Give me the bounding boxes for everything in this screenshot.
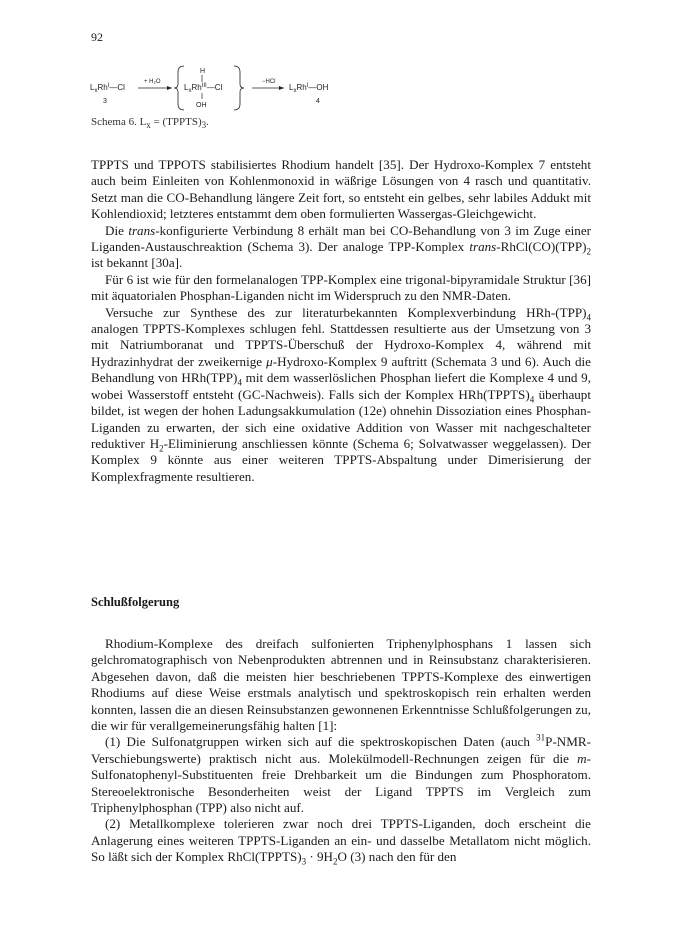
scheme-arrow1-label: + H₂O	[144, 79, 161, 85]
paragraph-1: TPPTS und TPPOTS stabilisiertes Rhodium handelt [35]. Der Hydroxo-Komplex 7 entsteht auch beim Einleiten von Kohlenmonoxid in wäßrige Lösungen von 4 rasch und quantitativ. Setzt man die CO-Behandlung längere Zeit fort, so entsteht ein gelbes, sehr labiles Addukt mit Kohlendioxid; letzteres entstammt dem oben formulierten Wassergas-Gleichgewicht.	[91, 157, 591, 222]
scheme-mid-top: H	[200, 68, 206, 75]
paragraph-4: Versuche zur Synthese des zur literaturbekannten Komplexverbindung HRh-$(TPP)_4$ analogen TPPTS-Komplexes schlugen fehl. Stattdessen resultierte aus der Umsetzung von 3 mit Natriumboranat und TPPTS-Überschuß der Hydroxo-Komplex 4, während mit Hydrazinhydrat der zweikernige μ-Hydroxo-Komplex 9 auftritt (Schemata 3 und 6). Auch die Behandlung von $HRh(TPP)_4$ mit dem wasserlöslichen Phosphan liefert die Komplexe 4 und 9, wobei Wasserstoff entsteht (GC-Nachweis). Falls sich der Komplex $HRh(TPPTS)_4$ überhaupt bildet, ist wegen der hohen Ladungsakkumulation (12e) ohnehin Dissoziation eines Phosphan-Liganden zu erwarten, der sich eine oxidative Addition von Wasser mit nachgeschalteter reduktiver $H_2$-Eliminierung anschliessen könnte (Schema 6; Solvatwasser weggelassen). Der Komplex 9 könnte aus einer weiteren TPPTS-Abspaltung under Dimerisierung der Komplexfragmente resultieren.	[91, 304, 592, 484]
scheme-right-id: 4	[316, 98, 320, 105]
scheme-arrow1-head	[167, 86, 172, 90]
scheme-left-compound: $L_xRh^I—Cl$	[90, 83, 125, 94]
page-number: 92	[91, 30, 103, 44]
paragraph-2: Die trans-konfigurierte Verbindung 8 erhält man bei CO-Behandlung von 3 im Zuge einer Liganden-Austauschreaktion (Schema 3). Der analoge TPP-Komplex trans-$RhCl(CO)(TPP)_2$ ist bekannt [30a].	[91, 222, 591, 271]
paragraph-7: (2) Metallkomplexe tolerieren zwar noch drei TPPTS-Liganden, doch erscheint die Anlagerung eines weiteren TPPTS-Liganden an ein- und dasselbe Metallatom nicht möglich. So läßt sich der Komplex $RhCl(TPPTS)_3 \cdot 9H_2O$ (3) nach den für den	[91, 816, 591, 867]
scheme-left-id: 3	[103, 98, 107, 105]
scheme-arrow2-label: −HCl	[262, 79, 276, 85]
paragraph-5: Rhodium-Komplexe des dreifach sulfonierten Triphenylphosphans 1 lassen sich gelchromatographisch von Nebenprodukten abtrennen und in Reinsubstanz charakterisieren. Abgesehen davon, daß die meisten hier beschriebenen TPPTS-Komplexe des einwertigen Rhodiums auf diese Weise erstmals analytisch und spektroskopisch rein erhalten werden konnten, lassen die an diesen Reinsubstanzen gewonnenen Erkenntnisse Schlußfolgerungen zu, die wir für verallgemeinerungsfähig halten [1]:	[91, 636, 591, 734]
scheme-left-brace	[174, 66, 184, 110]
scheme-mid-compound: $L_xRh^{III}—Cl$	[184, 83, 223, 94]
paragraph-6: (1) Die Sulfonatgruppen wirken sich auf die spektroskopischen Daten (auch $^{31}$P-NMR-Verschiebungswerte) praktisch nicht aus. Molekülmodell-Rechnungen zeigen für die m-Sulfonatophenyl-Substituenten freie Drehbarkeit um die Bindungen zum Phosphoratom. Stereoelektronische Besonderheiten weist der Ligand TPPTS im Vergleich zum Triphenylphosphan (TPP) also nicht auf.	[91, 733, 591, 816]
scheme-arrow2-head	[279, 86, 284, 90]
scheme-caption: Schema 6. $L_x$ = $(TPPTS)_3$.	[91, 116, 209, 131]
scheme-mid-bottom: OH	[196, 102, 207, 109]
paragraph-3: Für 6 ist wie für den formelanalogen TPP-Komplex eine trigonal-bipyramidale Struktur [36] mit äquatorialen Phosphan-Liganden nicht im Widerspruch zu den NMR-Daten.	[91, 271, 591, 304]
section-heading: Schlußfolgerung	[91, 595, 180, 609]
text-block-lower	[91, 636, 591, 866]
scheme-right-compound: $L_xRh^I—OH$	[289, 83, 329, 94]
text-block-upper	[91, 157, 591, 485]
scheme-right-brace	[234, 66, 244, 110]
